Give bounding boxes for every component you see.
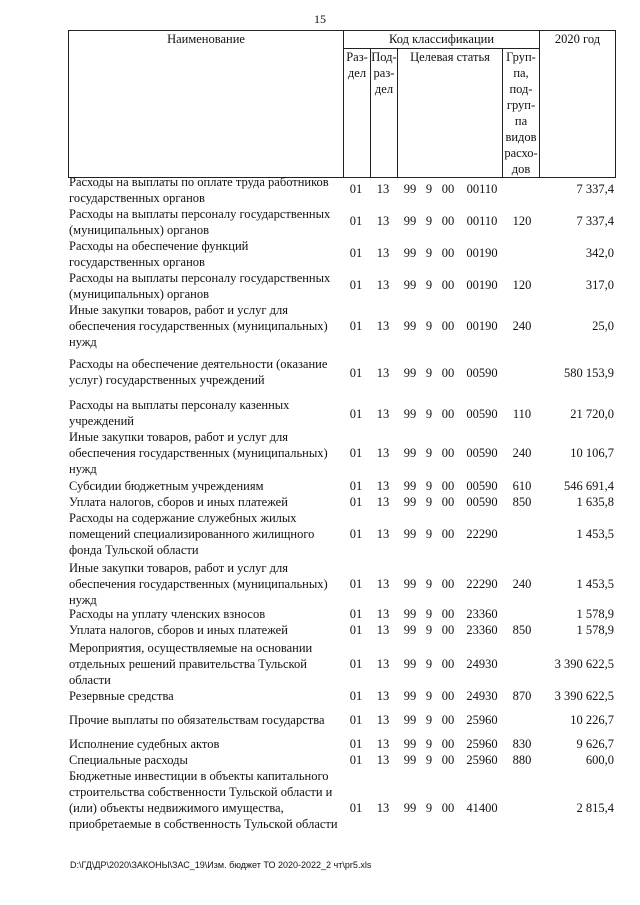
target-code-part-cell: 9 (425, 319, 433, 333)
target-code-part-cell: 00590 (466, 366, 498, 380)
target-code-part-cell: 9 (425, 753, 433, 767)
expense-group-cell: 240 (512, 446, 532, 460)
target-code-part-cell: 00 (441, 246, 455, 260)
razdel-cell: 01 (349, 278, 363, 292)
target-code-part-cell: 00 (441, 689, 455, 703)
target-code-part-cell: 9 (425, 713, 433, 727)
target-code-part-cell: 00590 (466, 479, 498, 493)
razdel-header: Раз- дел (344, 49, 371, 178)
target-code-part-cell: 00 (441, 446, 455, 460)
target-code-part-cell: 9 (425, 737, 433, 751)
razdel-cell: 01 (349, 753, 363, 767)
target-code-part-cell: 25960 (466, 753, 498, 767)
row-name: Специальные расходы (69, 753, 188, 767)
amount-cell: 10 106,7 (570, 446, 614, 460)
podrazdel-cell: 13 (376, 278, 390, 292)
target-code-part-cell: 00 (441, 319, 455, 333)
podrazdel-cell: 13 (376, 577, 390, 591)
target-code-part-cell: 24930 (466, 689, 498, 703)
target-code-part-cell: 99 (403, 577, 417, 591)
target-code-part-cell: 23360 (466, 623, 498, 637)
podrazdel-cell: 13 (376, 214, 390, 228)
target-code-part-cell: 00 (441, 753, 455, 767)
target-code-part-cell: 00 (441, 366, 455, 380)
target-code-part-cell: 25960 (466, 713, 498, 727)
row-name: Уплата налогов, сборов и иных платежей (69, 623, 288, 637)
row-name: Расходы на выплаты персоналу государственных (муниципальных) органов (69, 207, 331, 237)
expense-group-cell: 870 (512, 689, 532, 703)
target-code-part-cell: 00590 (466, 495, 498, 509)
razdel-cell: 01 (349, 366, 363, 380)
target-code-part-cell: 00590 (466, 407, 498, 421)
year-header: 2020 год (540, 31, 616, 178)
podrazdel-cell: 13 (376, 479, 390, 493)
target-code-part-cell: 99 (403, 623, 417, 637)
target-code-part-cell: 00190 (466, 246, 498, 260)
row-name: Иные закупки товаров, работ и услуг для обеспечения государственных (муниципальных) нужд (69, 561, 328, 607)
row-name: Иные закупки товаров, работ и услуг для обеспечения государственных (муниципальных) нужд (69, 303, 328, 349)
razdel-cell: 01 (349, 479, 363, 493)
amount-cell: 7 337,4 (576, 214, 614, 228)
row-name: Расходы на содержание служебных жилых помещений специализированного жилищного фонда Тульской области (69, 511, 315, 557)
amount-cell: 342,0 (585, 246, 614, 260)
target-code-part-cell: 9 (425, 246, 433, 260)
row-name: Бюджетные инвестиции в объекты капитального строительства собственности Тульской области и (или) объекты недвижимого имущества, приобретаемые в собственность Тульской области (69, 769, 338, 831)
target-code-part-cell: 00 (441, 527, 455, 541)
razdel-cell: 01 (349, 446, 363, 460)
row-name: Расходы на обеспечение деятельности (оказание услуг) государственных учреждений (69, 357, 328, 387)
target-code-part-cell: 99 (403, 278, 417, 292)
target-code-part-cell: 99 (403, 801, 417, 815)
target-code-part-cell: 22290 (466, 577, 498, 591)
row-name: Расходы на уплату членских взносов (69, 607, 266, 621)
row-name: Расходы на обеспечение функций государственных органов (69, 239, 249, 269)
classification-code-header: Код классификации (344, 31, 540, 49)
amount-cell: 317,0 (585, 278, 614, 292)
target-code-part-cell: 00 (441, 407, 455, 421)
podrazdel-cell: 13 (376, 657, 390, 671)
target-code-part-cell: 00 (441, 479, 455, 493)
target-code-part-cell: 00 (441, 214, 455, 228)
razdel-cell: 01 (349, 527, 363, 541)
amount-cell: 1 578,9 (576, 607, 614, 621)
target-code-part-cell: 00 (441, 182, 455, 196)
target-code-part-cell: 9 (425, 366, 433, 380)
target-code-part-cell: 99 (403, 607, 417, 621)
target-code-part-cell: 00 (441, 278, 455, 292)
row-name: Мероприятия, осуществляемые на основании отдельных решений правительства Тульской области (69, 641, 313, 687)
podrazdel-cell: 13 (376, 495, 390, 509)
target-code-part-cell: 99 (403, 182, 417, 196)
file-path-footer: D:\ГД\ДР\2020\ЗАКОНЫ\ЗАС_19\Изм. бюджет ТО 2020-2022_2 чт\pr5.xls (70, 860, 372, 870)
amount-cell: 1 578,9 (576, 623, 614, 637)
razdel-cell: 01 (349, 214, 363, 228)
podrazdel-cell: 13 (376, 446, 390, 460)
razdel-cell: 01 (349, 407, 363, 421)
amount-cell: 2 815,4 (576, 801, 614, 815)
target-code-part-cell: 00 (441, 623, 455, 637)
razdel-cell: 01 (349, 495, 363, 509)
row-name: Расходы на выплаты персоналу государственных (муниципальных) органов (69, 271, 331, 301)
target-code-part-cell: 99 (403, 479, 417, 493)
razdel-cell: 01 (349, 607, 363, 621)
target-code-part-cell: 9 (425, 607, 433, 621)
target-code-part-cell: 41400 (466, 801, 498, 815)
razdel-cell: 01 (349, 689, 363, 703)
target-code-part-cell: 00 (441, 577, 455, 591)
target-code-part-cell: 99 (403, 407, 417, 421)
razdel-cell: 01 (349, 657, 363, 671)
expense-group-cell: 240 (512, 319, 532, 333)
amount-cell: 1 453,5 (576, 577, 614, 591)
expense-group-cell: 110 (512, 407, 532, 421)
target-code-part-cell: 25960 (466, 737, 498, 751)
target-code-part-cell: 9 (425, 577, 433, 591)
row-name: Прочие выплаты по обязательствам государства (69, 713, 325, 727)
expense-group-cell: 830 (512, 737, 532, 751)
target-code-part-cell: 99 (403, 214, 417, 228)
target-code-part-cell: 9 (425, 407, 433, 421)
amount-cell: 600,0 (585, 753, 614, 767)
podrazdel-cell: 13 (376, 527, 390, 541)
razdel-cell: 01 (349, 182, 363, 196)
target-code-part-cell: 00110 (466, 214, 498, 228)
podrazdel-cell: 13 (376, 607, 390, 621)
razdel-cell: 01 (349, 801, 363, 815)
amount-cell: 7 337,4 (576, 182, 614, 196)
amount-cell: 25,0 (592, 319, 614, 333)
target-code-part-cell: 00110 (466, 182, 498, 196)
target-code-part-cell: 99 (403, 689, 417, 703)
target-code-part-cell: 9 (425, 278, 433, 292)
razdel-cell: 01 (349, 737, 363, 751)
podrazdel-cell: 13 (376, 319, 390, 333)
amount-cell: 546 691,4 (564, 479, 614, 493)
target-code-part-cell: 99 (403, 527, 417, 541)
row-name: Иные закупки товаров, работ и услуг для обеспечения государственных (муниципальных) нужд (69, 430, 328, 476)
row-name: Субсидии бюджетным учреждениям (69, 479, 264, 493)
podrazdel-cell: 13 (376, 801, 390, 815)
amount-cell: 3 390 622,5 (554, 657, 614, 671)
target-code-part-cell: 9 (425, 527, 433, 541)
target-code-part-cell: 99 (403, 246, 417, 260)
target-code-part-cell: 00590 (466, 446, 498, 460)
podrazdel-cell: 13 (376, 366, 390, 380)
target-code-part-cell: 00 (441, 713, 455, 727)
target-code-part-cell: 23360 (466, 607, 498, 621)
target-code-part-cell: 99 (403, 319, 417, 333)
target-code-part-cell: 99 (403, 713, 417, 727)
expense-group-cell: 120 (512, 214, 532, 228)
podrazdel-cell: 13 (376, 689, 390, 703)
podrazdel-cell: 13 (376, 753, 390, 767)
target-code-part-cell: 9 (425, 801, 433, 815)
razdel-cell: 01 (349, 713, 363, 727)
razdel-cell: 01 (349, 623, 363, 637)
amount-cell: 580 153,9 (564, 366, 614, 380)
podrazdel-cell: 13 (376, 182, 390, 196)
podrazdel-cell: 13 (376, 713, 390, 727)
razdel-cell: 01 (349, 577, 363, 591)
column-name-header: Наименование (69, 31, 344, 178)
podrazdel-cell: 13 (376, 246, 390, 260)
amount-cell: 9 626,7 (576, 737, 614, 751)
expense-group-cell: 880 (512, 753, 532, 767)
target-code-part-cell: 00 (441, 801, 455, 815)
razdel-cell: 01 (349, 246, 363, 260)
amount-cell: 21 720,0 (570, 407, 614, 421)
target-code-part-cell: 9 (425, 689, 433, 703)
expense-group-cell: 120 (512, 278, 532, 292)
amount-cell: 3 390 622,5 (554, 689, 614, 703)
page-number: 15 (314, 12, 326, 26)
target-code-part-cell: 22290 (466, 527, 498, 541)
row-name: Резервные средства (69, 689, 174, 703)
target-code-part-cell: 9 (425, 446, 433, 460)
target-code-part-cell: 99 (403, 737, 417, 751)
target-code-part-cell: 00190 (466, 278, 498, 292)
expense-group-cell: 850 (512, 495, 532, 509)
target-code-part-cell: 9 (425, 495, 433, 509)
target-code-part-cell: 9 (425, 182, 433, 196)
podrazdel-cell: 13 (376, 737, 390, 751)
target-code-part-cell: 24930 (466, 657, 498, 671)
target-code-part-cell: 00190 (466, 319, 498, 333)
amount-cell: 1 635,8 (576, 495, 614, 509)
target-code-part-cell: 99 (403, 657, 417, 671)
row-name: Уплата налогов, сборов и иных платежей (69, 495, 288, 509)
target-code-part-cell: 9 (425, 214, 433, 228)
target-code-part-cell: 99 (403, 366, 417, 380)
row-name: Расходы на выплаты по оплате труда работников государственных органов (69, 175, 329, 205)
row-name: Расходы на выплаты персоналу казенных учреждений (69, 398, 290, 428)
target-code-part-cell: 9 (425, 623, 433, 637)
target-article-header: Целевая статья (398, 49, 503, 178)
target-code-part-cell: 00 (441, 737, 455, 751)
expense-group-cell: 240 (512, 577, 532, 591)
target-code-part-cell: 99 (403, 446, 417, 460)
target-code-part-cell: 9 (425, 479, 433, 493)
razdel-cell: 01 (349, 319, 363, 333)
podrazdel-header: Под- раз- дел (371, 49, 398, 178)
podrazdel-cell: 13 (376, 623, 390, 637)
target-code-part-cell: 99 (403, 753, 417, 767)
expense-group-cell: 850 (512, 623, 532, 637)
target-code-part-cell: 00 (441, 607, 455, 621)
expense-group-header: Груп- па, под- груп- па видов расхо- дов (504, 50, 538, 176)
target-code-part-cell: 00 (441, 495, 455, 509)
amount-cell: 10 226,7 (570, 713, 614, 727)
target-code-part-cell: 00 (441, 657, 455, 671)
row-name: Исполнение судебных актов (69, 737, 220, 751)
podrazdel-cell: 13 (376, 407, 390, 421)
expense-group-cell: 610 (512, 479, 532, 493)
amount-cell: 1 453,5 (576, 527, 614, 541)
target-code-part-cell: 9 (425, 657, 433, 671)
target-code-part-cell: 99 (403, 495, 417, 509)
